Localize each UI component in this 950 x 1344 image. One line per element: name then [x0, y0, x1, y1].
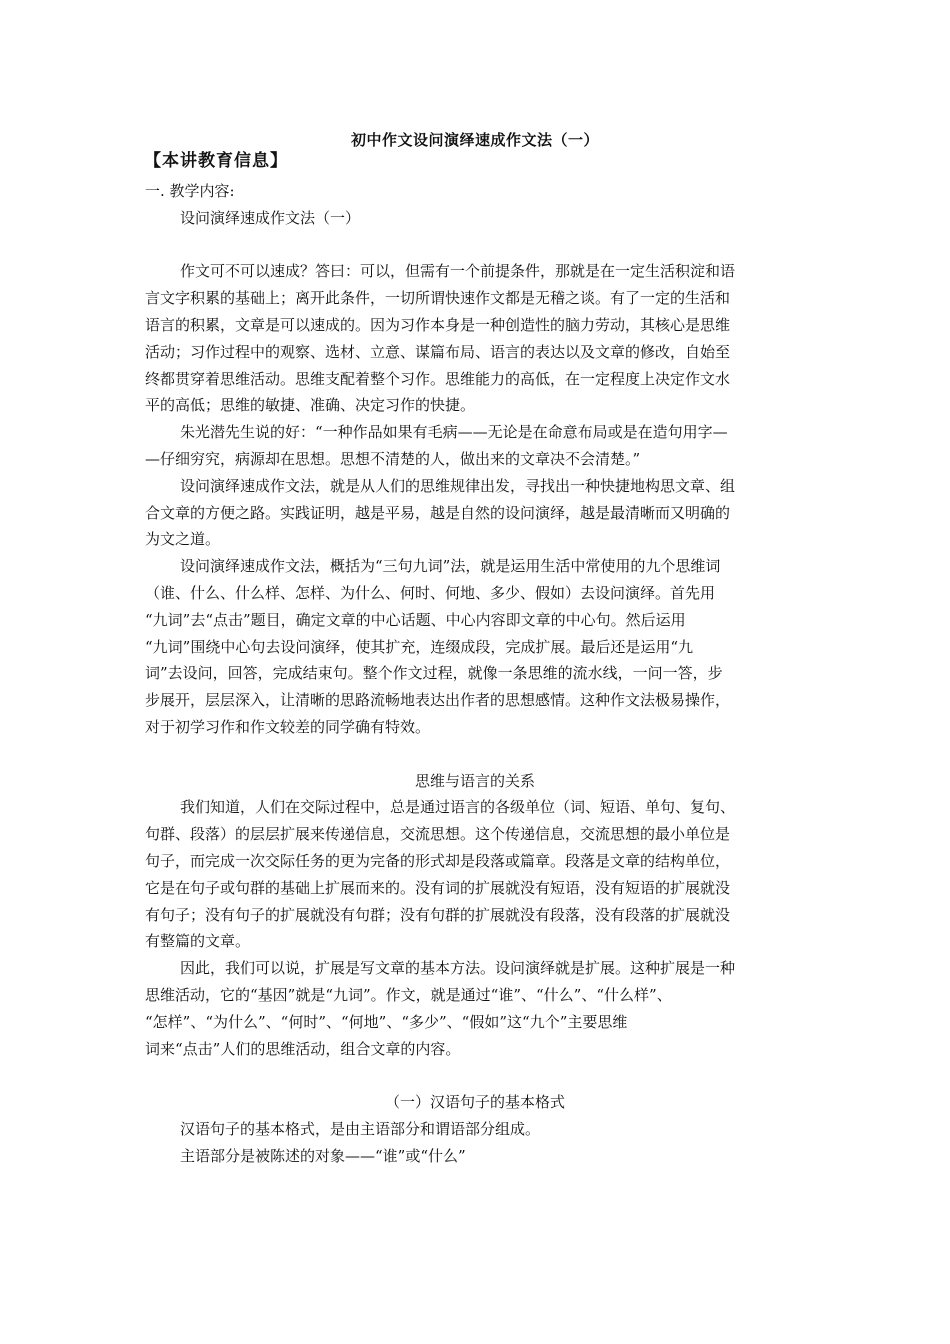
text-line: 对于初学习作和作文较差的同学确有特效。 — [145, 717, 431, 736]
text-line: 终都贯穿着思维活动。思维支配着整个习作。思维能力的高低，在一定程度上决定作文水 — [145, 369, 731, 388]
text-line: 句子，而完成一次交际任务的更为完备的形式却是段落或篇章。段落是文章的结构单位， — [145, 851, 731, 870]
text-line: 词来“点击”人们的思维活动，组合文章的内容。 — [145, 1039, 461, 1058]
subheading: （一）汉语句子的基本格式 — [384, 1093, 565, 1112]
text-line: 汉语句子的基本格式，是由主语部分和谓语部分组成。 — [180, 1119, 541, 1138]
text-line: 有句子；没有句子的扩展就没有句群；没有句群的扩展就没有段落，没有段落的扩展就没 — [145, 905, 731, 924]
text-line: 语言的积累，文章是可以速成的。因为习作本身是一种创造性的脑力劳动，其核心是思维 — [145, 315, 731, 334]
text-line: 言文字积累的基础上；离开此条件，一切所谓快速作文都是无稽之谈。有了一定的生活和 — [145, 289, 731, 308]
text-line: 为文之道。 — [145, 530, 221, 549]
text-line: 朱光潜先生说的好：“一种作品如果有毛病——无论是在命意布局或是在造句用字— — [180, 423, 728, 442]
text-line: “怎样”、“为什么”、“何时”、“何地”、“多少”、“假如”这“九个”主要思维 — [145, 1012, 628, 1031]
text-line: 我们知道，人们在交际过程中，总是通过语言的各级单位（词、短语、单句、复句、 — [180, 798, 736, 817]
text-line: “九词”围绕中心句去设问演绎，使其扩充，连缀成段，完成扩展。最后还是运用“九 — [145, 637, 694, 656]
text-line: 句群、段落）的层层扩展来传递信息，交流思想。这个传递信息，交流思想的最小单位是 — [145, 825, 731, 844]
section-header: 【本讲教育信息】 — [144, 151, 288, 171]
text-line: 合文章的方便之路。实践证明，越是平易，越是自然的设问演绎，越是最清晰而又明确的 — [145, 503, 731, 522]
blank-line — [145, 232, 805, 259]
text-line: 因此，我们可以说，扩展是写文章的基本方法。设问演绎就是扩展。这种扩展是一种 — [180, 959, 736, 978]
text-line: 平的高低；思维的敏捷、准确、决定习作的快捷。 — [145, 396, 476, 415]
text-line: 它是在句子或句群的基础上扩展而来的。没有词的扩展就没有短语，没有短语的扩展就没 — [145, 878, 731, 897]
text-line: 思维活动，它的“基因”就是“九词”。作文，就是通过“谁”、“什么”、“什么样”、 — [145, 985, 672, 1004]
text-line: “九词”去“点击”题目，确定文章的中心话题、中心内容即文章的中心句。然后运用 — [145, 610, 686, 629]
document-body — [145, 178, 805, 1169]
text-line: —仔细穷究，病源却在思想。思想不清楚的人，做出来的文章决不会清楚。” — [145, 449, 641, 468]
text-line: 设问演绎速成作文法，概括为“三句九词”法，就是运用生活中常使用的九个思维词 — [180, 557, 721, 576]
text-line: 设问演绎速成作文法（一） — [180, 208, 361, 227]
text-line: （谁、什么、什么样、怎样、为什么、何时、何地、多少、假如）去设问演绎。首先用 — [145, 583, 716, 602]
text-line: 活动；习作过程中的观察、选材、立意、谋篇布局、语言的表达以及文章的修改，自始至 — [145, 342, 731, 361]
blank-line — [145, 1062, 805, 1089]
text-line: 设问演绎速成作文法，就是从人们的思维规律出发，寻找出一种快捷地构思文章、组 — [180, 476, 736, 495]
text-line: 一. 教学内容: — [145, 182, 235, 200]
blank-line — [145, 741, 805, 768]
subheading: 思维与语言的关系 — [414, 771, 535, 790]
document-title: 初中作文设问演绎速成作文法（一） — [350, 131, 599, 149]
text-line: 作文可不可以速成？答曰：可以，但需有一个前提条件，那就是在一定生活积淀和语 — [180, 262, 736, 281]
text-line: 主语部分是被陈述的对象——“谁”或“什么” — [180, 1146, 466, 1165]
text-line: 词”去设问，回答，完成结束句。整个作文过程，就像一条思维的流水线，一问一答，步 — [145, 664, 723, 683]
text-line: 步展开，层层深入，让清晰的思路流畅地表达出作者的思想感情。这种作文法极易操作， — [145, 691, 731, 710]
text-line: 有整篇的文章。 — [145, 932, 251, 951]
